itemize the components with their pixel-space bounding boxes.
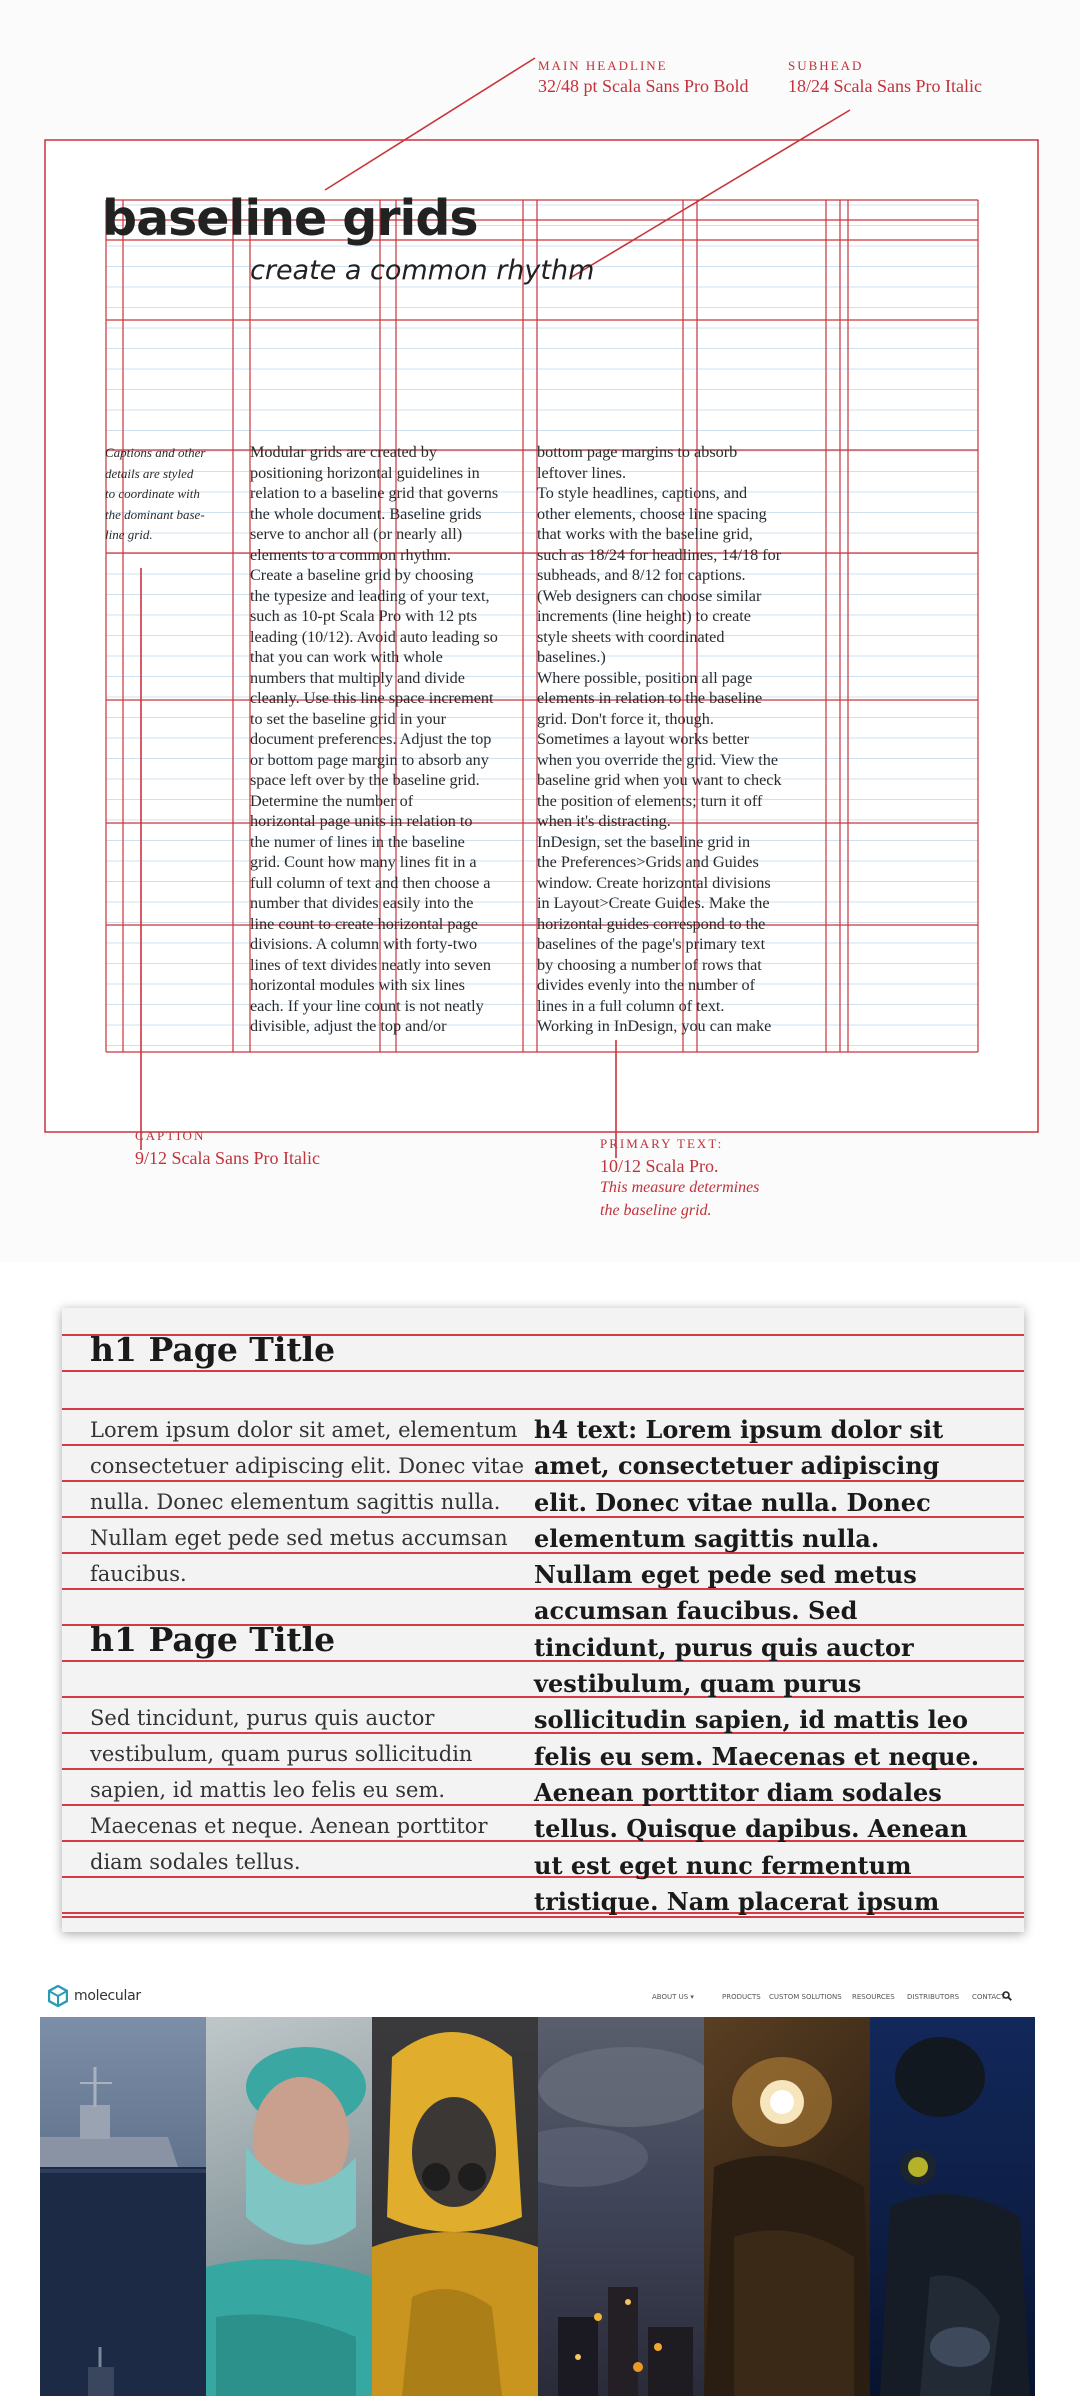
nav-contact[interactable]: CONTACT bbox=[972, 1993, 1006, 2001]
body-text-first bbox=[90, 1412, 525, 1592]
nav-resources[interactable]: RESOURCES bbox=[852, 1993, 895, 2001]
page-subheadline: create a common rhythm bbox=[250, 255, 595, 286]
search-icon[interactable] bbox=[1002, 1991, 1012, 2001]
h4-line: tellus. Quisque dapibus. Aenean bbox=[534, 1814, 968, 1844]
column-2-line: by choosing a number of rows that bbox=[537, 955, 762, 974]
primary-text-note-1: This measure determines bbox=[600, 1179, 760, 1196]
column-2-line: baselines.) bbox=[537, 648, 606, 666]
column-1-line: horizontal modules with six lines bbox=[250, 976, 465, 994]
h4-line: accumsan faucibus. Sed bbox=[534, 1596, 858, 1626]
column-1-line: Modular grids are created by bbox=[250, 443, 437, 461]
body-line: nulla. Donec elementum sagittis nulla. bbox=[90, 1490, 501, 1514]
column-2-line: Where possible, position all page bbox=[537, 668, 753, 687]
column-1-line: the numer of lines in the baseline bbox=[250, 832, 465, 851]
caption-spec: 9/12 Scala Sans Pro Italic bbox=[135, 1148, 320, 1168]
site-navbar bbox=[40, 1977, 1035, 2017]
heading-demo-card bbox=[62, 1308, 1024, 1932]
h4-line: sollicitudin sapien, id mattis leo bbox=[534, 1705, 968, 1735]
text-column-2 bbox=[537, 442, 809, 1037]
caption-line: line grid. bbox=[105, 527, 153, 542]
column-2-line: leftover lines. bbox=[537, 463, 626, 482]
caption-label: CAPTION bbox=[135, 1128, 206, 1143]
column-1-line: positioning horizontal guidelines in bbox=[250, 463, 480, 482]
column-2-line: InDesign, set the baseline grid in bbox=[537, 832, 751, 851]
column-2-line: elements in relation to the baseline bbox=[537, 689, 763, 707]
industrial-plant-photo bbox=[538, 2017, 704, 2396]
column-1-line: the typesize and leading of your text, bbox=[250, 586, 490, 605]
body-line: consectetuer adipiscing elit. Donec vitae bbox=[90, 1454, 525, 1478]
column-2-line: bottom page margins to absorb bbox=[537, 443, 738, 461]
h1-page-title-second: h1 Page Title bbox=[90, 1620, 336, 1659]
navy-ship-photo bbox=[40, 2017, 206, 2396]
h4-line: tincidunt, purus quis auctor bbox=[534, 1632, 914, 1662]
page-headline: baseline grids bbox=[102, 190, 478, 247]
column-2-line: baselines of the page's primary text bbox=[537, 935, 766, 953]
nav-distributors[interactable]: DISTRIBUTORS bbox=[907, 1993, 960, 2001]
nav-about-us[interactable]: ABOUT US ▾ bbox=[652, 1993, 694, 2001]
main-headline-spec: 32/48 pt Scala Sans Pro Bold bbox=[538, 76, 749, 96]
column-2-line: horizontal guides correspond to the bbox=[537, 914, 766, 933]
column-1-line: Determine the number of bbox=[250, 791, 414, 810]
body-line: faucibus. bbox=[90, 1562, 187, 1586]
logo-text[interactable]: molecular bbox=[74, 1988, 141, 2004]
molecular-logo-icon bbox=[48, 1985, 68, 2007]
body-line: Nullam eget pede sed metus accumsan bbox=[90, 1526, 508, 1550]
column-1-line: lines of text divides neatly into seven bbox=[250, 955, 491, 974]
h4-line: amet, consectetuer adipiscing bbox=[534, 1451, 940, 1481]
h4-line: tristique. Nam placerat ipsum bbox=[534, 1886, 940, 1916]
column-1-line: Create a baseline grid by choosing bbox=[250, 566, 474, 584]
column-1-line: the whole document. Baseline grids bbox=[250, 504, 482, 523]
column-2-line: (Web designers can choose similar bbox=[537, 586, 762, 605]
body-line: sapien, id mattis leo felis eu sem. bbox=[90, 1778, 446, 1802]
surgeon-photo bbox=[206, 2017, 372, 2396]
primary-text-label: PRIMARY TEXT: bbox=[600, 1136, 724, 1151]
column-1-line: line count to create horizontal page bbox=[250, 914, 478, 933]
h4-line: ut est eget nunc fermentum bbox=[534, 1850, 912, 1880]
column-2-line: when it's distracting. bbox=[537, 812, 671, 830]
h4-text-column bbox=[534, 1412, 1014, 1920]
nav-products[interactable]: PRODUCTS bbox=[722, 1993, 761, 2001]
column-2-line: subheads, and 8/12 for captions. bbox=[537, 566, 746, 584]
column-2-line: To style headlines, captions, and bbox=[537, 484, 748, 502]
column-1-line: numbers that multiply and divide bbox=[250, 668, 465, 687]
baseline-rule bbox=[62, 1370, 1024, 1372]
h4-line: h4 text: Lorem ipsum dolor sit bbox=[534, 1415, 944, 1444]
body-line: Sed tincidunt, purus quis auctor bbox=[90, 1706, 435, 1730]
h4-line: elementum sagittis nulla. bbox=[534, 1523, 880, 1553]
column-1-line: to set the baseline grid in your bbox=[250, 709, 447, 728]
nav-custom-solutions[interactable]: CUSTOM SOLUTIONS bbox=[769, 1993, 842, 2001]
column-1-line: document preferences. Adjust the top bbox=[250, 730, 492, 748]
diver-photo bbox=[870, 2017, 1035, 2396]
hazmat-suit-photo bbox=[372, 2017, 538, 2396]
column-1-line: serve to anchor all (or nearly all) bbox=[250, 525, 463, 543]
h4-line: Aenean porttitor diam sodales bbox=[534, 1777, 942, 1807]
column-1-line: cleanly. Use this line space increment bbox=[250, 689, 494, 707]
column-1-line: number that divides easily into the bbox=[250, 894, 474, 912]
caption-line: to coordinate with bbox=[105, 486, 200, 501]
caption-line: the dominant base- bbox=[105, 506, 205, 522]
column-2-line: when you override the grid. View the bbox=[537, 750, 779, 769]
column-2-line: that works with the baseline grid, bbox=[537, 525, 753, 543]
column-2-line: divides evenly into the number of bbox=[537, 976, 756, 994]
column-1-line: or bottom page margin to absorb any bbox=[250, 750, 489, 769]
column-1-line: that you can work with whole bbox=[250, 648, 443, 666]
h4-line: felis eu sem. Maecenas et neque. bbox=[534, 1741, 980, 1771]
h4-line: elit. Donec vitae nulla. Donec bbox=[534, 1487, 931, 1517]
body-line: Maecenas et neque. Aenean porttitor bbox=[90, 1814, 488, 1838]
column-2-line: grid. Don't force it, though. bbox=[537, 709, 714, 728]
column-2-line: lines in a full column of text. bbox=[537, 996, 725, 1015]
column-2-line: increments (line height) to create bbox=[537, 607, 751, 625]
column-1-line: space left over by the baseline grid. bbox=[250, 771, 480, 789]
caption-line: Captions and other bbox=[105, 445, 206, 460]
mining-light-photo bbox=[704, 2017, 870, 2396]
caption-column bbox=[105, 443, 225, 546]
body-line: diam sodales tellus. bbox=[90, 1850, 301, 1874]
column-1-line: such as 10-pt Scala Pro with 12 pts bbox=[250, 607, 478, 625]
column-1-line: divisible, adjust the top and/or bbox=[250, 1017, 447, 1035]
primary-text-spec: 10/12 Scala Pro. bbox=[600, 1156, 719, 1176]
column-2-line: other elements, choose line spacing bbox=[537, 504, 767, 523]
column-1-line: leading (10/12). Avoid auto leading so bbox=[250, 627, 498, 646]
column-2-line: the Preferences>Grids and Guides bbox=[537, 853, 759, 871]
column-1-line: divisions. A column with forty-two bbox=[250, 935, 478, 953]
column-1-line: horizontal page units in relation to bbox=[250, 812, 473, 830]
column-1-line: relation to a baseline grid that governs bbox=[250, 484, 499, 502]
column-2-line: such as 18/24 for headlines, 14/18 for bbox=[537, 545, 782, 564]
subhead-spec: 18/24 Scala Sans Pro Italic bbox=[788, 76, 982, 96]
molecular-website-screenshot bbox=[40, 1977, 1035, 2396]
column-2-line: Working in InDesign, you can make bbox=[537, 1017, 772, 1035]
h4-line: Nullam eget pede sed metus bbox=[534, 1560, 917, 1590]
column-2-line: in Layout>Create Guides. Make the bbox=[537, 894, 770, 912]
main-headline-label: MAIN HEADLINE bbox=[538, 58, 668, 73]
body-text-second bbox=[90, 1700, 520, 1880]
baseline-rule bbox=[62, 1408, 1024, 1410]
body-line: Lorem ipsum dolor sit amet, elementum bbox=[90, 1418, 518, 1442]
column-1-line: elements to a common rhythm. bbox=[250, 545, 451, 564]
h4-line: vestibulum, quam purus bbox=[534, 1669, 862, 1699]
column-1-line: each. If your line count is not neatly bbox=[250, 996, 484, 1015]
column-2-line: style sheets with coordinated bbox=[537, 627, 725, 646]
column-2-line: baseline grid when you want to check bbox=[537, 771, 782, 789]
body-line: vestibulum, quam purus sollicitudin bbox=[90, 1742, 473, 1766]
column-2-line: Sometimes a layout works better bbox=[537, 730, 750, 748]
column-2-line: window. Create horizontal divisions bbox=[537, 873, 771, 892]
column-1-line: grid. Count how many lines fit in a bbox=[250, 853, 477, 871]
h1-page-title-first: h1 Page Title bbox=[90, 1330, 336, 1369]
column-2-line: the position of elements; turn it off bbox=[537, 791, 763, 810]
subhead-label: SUBHEAD bbox=[788, 58, 864, 73]
caption-line: details are styled bbox=[105, 465, 194, 481]
column-1-line: full column of text and then choose a bbox=[250, 873, 491, 892]
text-column-1 bbox=[250, 442, 522, 1037]
primary-text-note-2: the baseline grid. bbox=[600, 1202, 712, 1219]
